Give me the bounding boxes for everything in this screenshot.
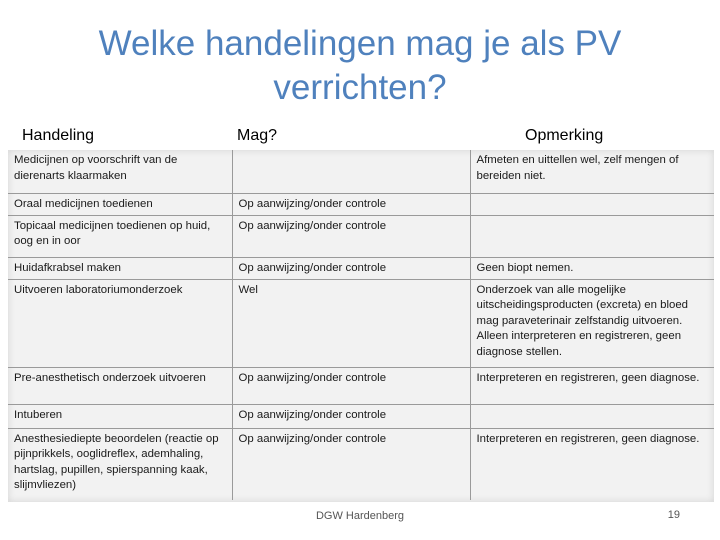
cell-opmerking: Onderzoek van alle mogelijke uitscheidingsproducten (excreta) en bloed mag paraveterinair zelfstandig uitvoeren. Alleen interpreteren en registreren, geen diagnose stellen.	[470, 279, 714, 367]
cell-handeling: Uitvoeren laboratoriumonderzoek	[8, 279, 232, 367]
cell-handeling: Oraal medicijnen toedienen	[8, 193, 232, 215]
cell-handeling: Anesthesiediepte beoordelen (reactie op pijnprikkels, ooglidreflex, ademhaling, hartslag, pupillen, spierspanning kaak, slijmvliezen)	[14, 432, 219, 491]
scanned-table	[8, 150, 714, 502]
cell-opmerking	[470, 404, 714, 428]
table-row	[8, 193, 714, 215]
cell-mag: Op aanwijzing/onder controle	[232, 193, 470, 215]
table-row	[8, 215, 714, 257]
column-header-handeling: Handeling	[22, 127, 95, 144]
cell-opmerking	[470, 193, 714, 215]
cell-handeling: Huidafkrabsel maken	[8, 257, 232, 279]
cell-opmerking	[470, 215, 714, 257]
cell-handeling: Pre-anesthetisch onderzoek uitvoeren	[8, 367, 232, 404]
cell-mag: Wel	[232, 279, 470, 367]
cell-mag: Op aanwijzing/onder controle	[232, 367, 470, 404]
table-row	[8, 428, 714, 500]
cell-mag	[232, 150, 470, 193]
table-row	[8, 279, 714, 367]
table-row	[8, 257, 714, 279]
table-row	[8, 367, 714, 404]
column-header-mag: Mag?	[237, 127, 278, 144]
cell-mag: Op aanwijzing/onder controle	[232, 215, 470, 257]
table-row	[8, 404, 714, 428]
cell-opmerking: Interpreteren en registreren, geen diagnose.	[470, 428, 714, 500]
cell-handeling: Intuberen	[8, 404, 232, 428]
table-row	[8, 150, 714, 193]
cell-mag: Op aanwijzing/onder controle	[232, 257, 470, 279]
cell-mag: Op aanwijzing/onder controle	[232, 428, 470, 500]
cell-opmerking: Geen biopt nemen.	[470, 257, 714, 279]
page-number: 19	[667, 509, 680, 521]
footer-organization: DGW Hardenberg	[315, 510, 405, 522]
cell-mag: Op aanwijzing/onder controle	[232, 404, 470, 428]
cell-handeling: Topicaal medicijnen toedienen op huid, oog en in oor	[8, 215, 232, 257]
cell-opmerking: Interpreteren en registreren, geen diagnose.	[470, 367, 714, 404]
column-header-opmerking: Opmerking	[525, 127, 604, 144]
slide-title: Welke handelingen mag je als PV verrichten?	[98, 24, 622, 107]
cell-opmerking: Afmeten en uittellen wel, zelf mengen of bereiden niet.	[470, 150, 714, 193]
actions-table	[8, 150, 714, 500]
cell-handeling: Medicijnen op voorschrift van de dierenarts klaarmaken	[8, 150, 232, 193]
